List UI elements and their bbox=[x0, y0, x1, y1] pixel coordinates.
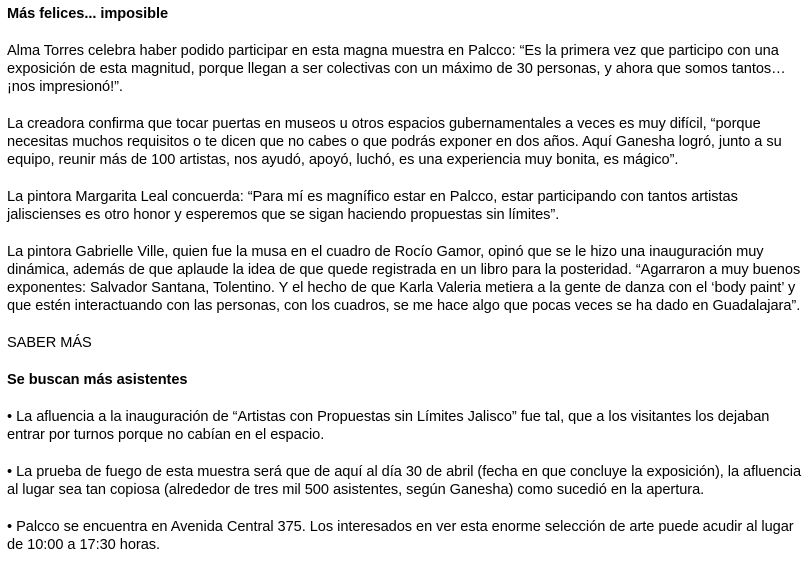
paragraph-alma-torres: Alma Torres celebra haber podido participar en esta magna muestra en Palcco: “Es la primera vez que participo con una exposición de esta magnitud, porque llegan a ser colectivas con un máximo de 30 personas, y ahora que somos tantos… ¡nos impresionó!”. bbox=[7, 43, 786, 95]
paragraph-creadora: La creadora confirma que tocar puertas en museos u otros espacios gubernamentales a veces es muy difícil, “porque necesitas muchos requisitos o te dicen que no cabes o que podrás exponer en dos años. Aquí Ganesha logró, junto a su equipo, reunir más de 100 artistas, nos ayudó, apoyó, luchó, es una experiencia muy bonita, es mágico”. bbox=[7, 116, 782, 168]
section-heading-mas-felices: Más felices... imposible bbox=[7, 6, 169, 22]
bullet-item: • Palcco se encuentra en Avenida Central 375. Los interesados en ver esta enorme selección de arte puede acudir al lugar de 10:00 a 17:30 horas. bbox=[7, 518, 801, 554]
paragraph-margarita-leal: La pintora Margarita Leal concuerda: “Para mí es magnífico estar en Palcco, estar participando con tantos artistas jaliscienses es otro honor y esperemos que se sigan haciendo propuestas sin límites”. bbox=[7, 189, 738, 223]
bullet-item: • La prueba de fuego de esta muestra será que de aquí al día 30 de abril (fecha en que concluye la exposición), la afluencia al lugar sea tan copiosa (alrededor de tres mil 500 asistentes, según Ganesha) como sucedió en la apertura. bbox=[7, 463, 801, 499]
paragraph-gabrielle-ville: La pintora Gabrielle Ville, quien fue la musa en el cuadro de Rocío Gamor, opinó que se le hizo una inauguración muy dinámica, además de que aplaude la idea de que quede registrada en un libro para la posteridad. “Agarraron a muy buenos exponentes: Salvador Santana, Tolentino. Y el hecho de que Karla Valeria metiera a la gente de danza con el ‘body paint’ y que estén interactuando con las personas, con los cuadros, se me hace algo que pocas veces se ha dado en Guadalajara”. bbox=[7, 244, 801, 314]
saber-mas-label: SABER MÁS bbox=[7, 335, 92, 351]
section-heading-asistentes: Se buscan más asistentes bbox=[7, 372, 188, 388]
bullet-item: • La afluencia a la inauguración de “Artistas con Propuestas sin Límites Jalisco” fue tal, que a los visitantes los dejaban entrar por turnos porque no cabían en el espacio. bbox=[7, 408, 801, 444]
